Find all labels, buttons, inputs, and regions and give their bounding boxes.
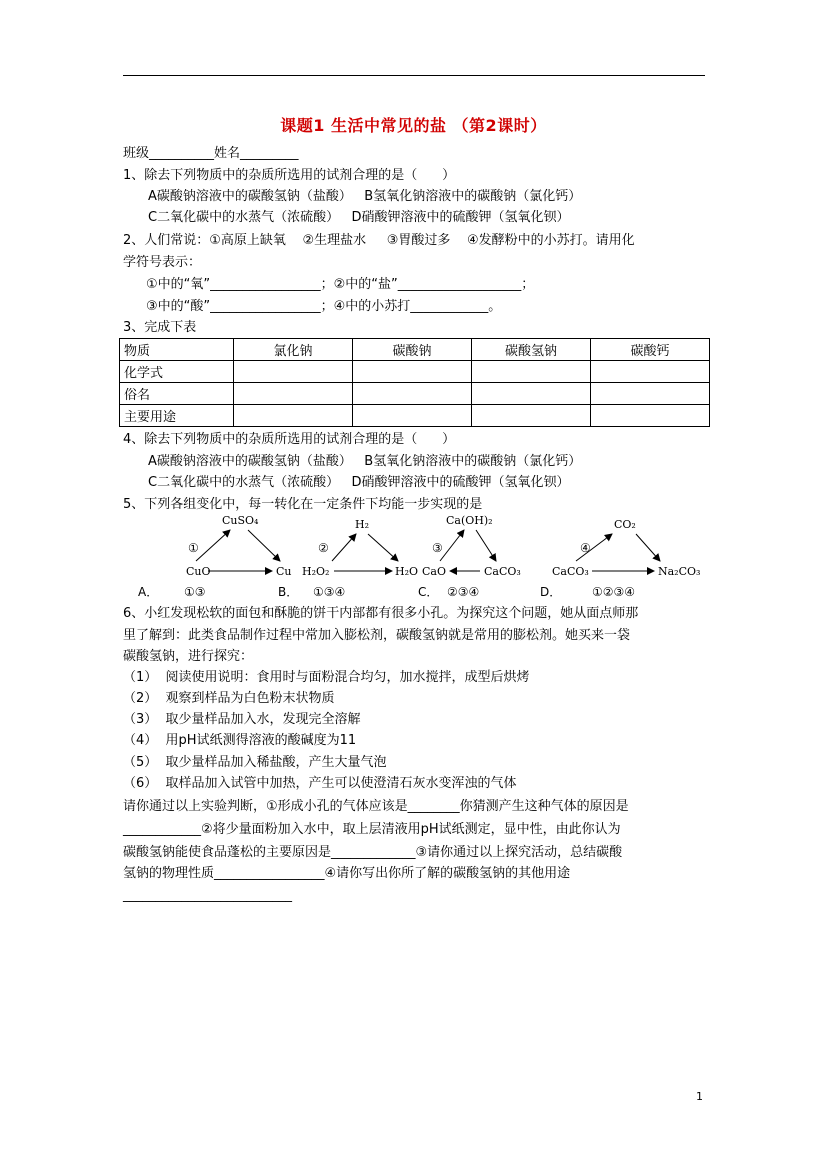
page-title: 课题1 生活中常见的盐 （第2课时）	[280, 116, 547, 135]
reaction-a-arrow-right	[248, 530, 280, 561]
table-row-label: 俗名	[120, 383, 234, 405]
table-row	[120, 405, 710, 427]
question-1: 1、除去下列物质中的杂质所选用的试剂合理的是（ ）	[123, 168, 456, 183]
question-6-prompt-4: 氢钠的物理性质_________________④请你写出你所了解的碳酸氢钠的其他用途	[123, 866, 571, 881]
option-d-answer: ①②③④	[592, 585, 636, 599]
reaction-d-arrow-right	[636, 534, 660, 561]
question-1-options-ab: A碳酸钠溶液中的碳酸氢钠（盐酸） B氢氧化钠溶液中的碳酸钠（氯化钙）	[148, 189, 582, 204]
reaction-d-circle: ④	[580, 541, 591, 555]
table-header-cell: 氯化钠	[234, 339, 353, 361]
reaction-d-right: Na₂CO₃	[658, 565, 701, 578]
question-6-prompt-2: ____________②将少量面粉加入水中，取上层清液用pH试纸测定，显中性，由此你认为	[123, 822, 621, 837]
option-c-answer: ②③④	[447, 585, 480, 599]
reaction-c-arrow-left	[440, 530, 464, 561]
table-header-cell: 碳酸钙	[591, 339, 710, 361]
reaction-c-top: Ca(OH)₂	[446, 514, 493, 527]
table-header-row	[120, 339, 710, 361]
table-row	[120, 361, 710, 383]
reaction-c-circle: ③	[432, 541, 443, 555]
question-2: 2、人们常说：①高原上缺氧 ②生理盐水 ③胃酸过多 ④发酵粉中的小苏打。请用化	[123, 233, 635, 248]
option-a-letter: A．	[138, 585, 159, 599]
question-6-cont-2: 碳酸氢钠，进行探究：	[123, 649, 254, 664]
question-6-prompt-3: 碳酸氢钠能使食品蓬松的主要原因是_____________③请你通过以上探究活动，总结碳酸	[123, 845, 623, 860]
step-3: （3） 取少量样品加入水，发现完全溶解	[123, 712, 361, 727]
question-2-cont: 学符号表示：	[123, 255, 202, 270]
question-6: 6、小红发现松软的面包和酥脆的饼干内部都有很多小孔。为探究这个问题，她从面点师那	[123, 606, 639, 621]
question-6-cont-1: 里了解到：此类食品制作过程中常加入膨松剂，碳酸氢钠就是常用的膨松剂。她买来一袋	[123, 628, 631, 643]
table-header-cell: 碳酸氢钠	[472, 339, 591, 361]
question-5: 5、下列各组变化中，每一转化在一定条件下均能一步实现的是	[123, 497, 483, 512]
question-4-options-cd: C二氧化碳中的水蒸气（浓硫酸） D硝酸钾溶液中的硫酸钾（氢氧化钡）	[148, 475, 570, 490]
option-d-letter: D．	[540, 585, 562, 599]
option-b-letter: B．	[278, 585, 299, 599]
reaction-b-right: H₂O	[395, 565, 419, 578]
option-c-letter: C．	[418, 585, 439, 599]
reaction-a-arrow-left	[196, 530, 230, 561]
reaction-b-left: H₂O₂	[302, 565, 330, 578]
table-row-label: 主要用途	[120, 405, 234, 427]
reaction-diagrams	[0, 512, 827, 612]
reaction-group-c	[418, 514, 521, 599]
table-cell[interactable]	[353, 405, 472, 427]
reaction-b-circle: ②	[318, 541, 329, 555]
reaction-group-d	[540, 518, 700, 599]
reaction-a-right: Cu	[276, 565, 292, 578]
question-2-blanks-1: ①中的“氧”_________________；②中的“盐”___________________；	[146, 277, 535, 292]
reaction-b-arrow-left	[332, 534, 356, 561]
question-4: 4、除去下列物质中的杂质所选用的试剂合理的是（ ）	[123, 432, 456, 447]
table-cell[interactable]	[472, 405, 591, 427]
table-row	[120, 383, 710, 405]
table-cell[interactable]	[353, 383, 472, 405]
step-5: （5） 取少量样品加入稀盐酸，产生大量气泡	[123, 755, 387, 770]
reaction-a-circle: ①	[188, 541, 199, 555]
table-cell[interactable]	[234, 383, 353, 405]
table-cell[interactable]	[234, 361, 353, 383]
reaction-d-top: CO₂	[614, 518, 636, 531]
reaction-b-top: H₂	[355, 518, 370, 531]
table-cell[interactable]	[472, 361, 591, 383]
reaction-d-left: CaCO₃	[552, 565, 589, 578]
header-rule	[123, 75, 705, 76]
table-row-label: 化学式	[120, 361, 234, 383]
table-cell[interactable]	[234, 405, 353, 427]
table-header-cell: 物质	[120, 339, 234, 361]
question-6-prompt-1: 请你通过以上实验判断，①形成小孔的气体应该是________你猜测产生这种气体的原因是	[123, 799, 629, 814]
reaction-a-left: CuO	[186, 565, 211, 578]
question-6-prompt-5: __________________________	[123, 888, 292, 903]
option-b-answer: ①③④	[313, 585, 346, 599]
table-cell[interactable]	[591, 361, 710, 383]
reaction-c-left: CaO	[422, 565, 446, 578]
question-3: 3、完成下表	[123, 320, 197, 335]
option-a-answer: ①③	[184, 585, 206, 599]
reaction-c-right: CaCO₃	[484, 565, 521, 578]
table-cell[interactable]	[472, 383, 591, 405]
step-6: （6） 取样品加入试管中加热，产生可以使澄清石灰水变浑浊的气体	[123, 776, 517, 791]
reaction-a-top: CuSO₄	[222, 514, 259, 527]
question-4-options-ab: A碳酸钠溶液中的碳酸氢钠（盐酸） B氢氧化钠溶液中的碳酸钠（氯化钙）	[148, 454, 582, 469]
step-2: （2） 观察到样品为白色粉末状物质	[123, 691, 335, 706]
reaction-b-arrow-right	[368, 534, 398, 561]
table-cell[interactable]	[591, 383, 710, 405]
step-1: （1） 阅读使用说明：食用时与面粉混合均匀，加水搅拌，成型后烘烤	[123, 670, 530, 685]
step-4: （4） 用pH试纸测得溶液的酸碱度为11	[123, 733, 357, 748]
class-name-line: 班级__________姓名_________	[123, 146, 299, 161]
table-cell[interactable]	[591, 405, 710, 427]
question-1-options-cd: C二氧化碳中的水蒸气（浓硫酸） D硝酸钾溶液中的硫酸钾（氢氧化钡）	[148, 210, 570, 225]
reaction-group-a	[138, 514, 292, 599]
question-2-blanks-2: ③中的“酸”_________________；④中的小苏打____________。	[146, 299, 502, 314]
page-number: 1	[696, 1090, 703, 1103]
table-cell[interactable]	[353, 361, 472, 383]
table-header-cell: 碳酸钠	[353, 339, 472, 361]
reaction-c-arrow-right	[476, 530, 496, 561]
substance-table	[119, 338, 710, 427]
reaction-group-b	[278, 518, 418, 599]
